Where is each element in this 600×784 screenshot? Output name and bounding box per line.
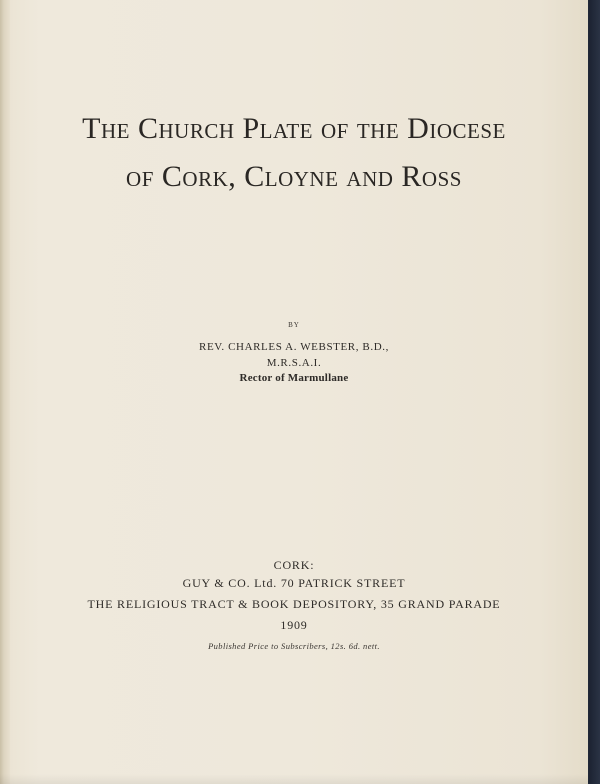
author-position: Rector of Marmullane [239, 372, 349, 384]
author-credentials: M.R.S.A.I. [266, 357, 322, 369]
imprint-price: Published Price to Subscribers, 12s. 6d. nett. [208, 641, 380, 651]
imprint-publisher: GUY & CO. Ltd. 70 PATRICK STREET [182, 576, 406, 590]
imprint-year: 1909 [280, 618, 308, 632]
title-line-1: The Church Plate of the Diocese [82, 112, 506, 145]
imprint-city: CORK: [273, 558, 315, 572]
imprint-depository: THE RELIGIOUS TRACT & BOOK DEPOSITORY, 35 GRAND PARADE [87, 597, 501, 611]
page-shadow [0, 774, 588, 784]
by-label: BY [288, 321, 300, 329]
title-line-2: of Cork, Cloyne and Ross [126, 160, 462, 193]
author-name: REV. CHARLES A. WEBSTER, B.D., [199, 341, 389, 353]
